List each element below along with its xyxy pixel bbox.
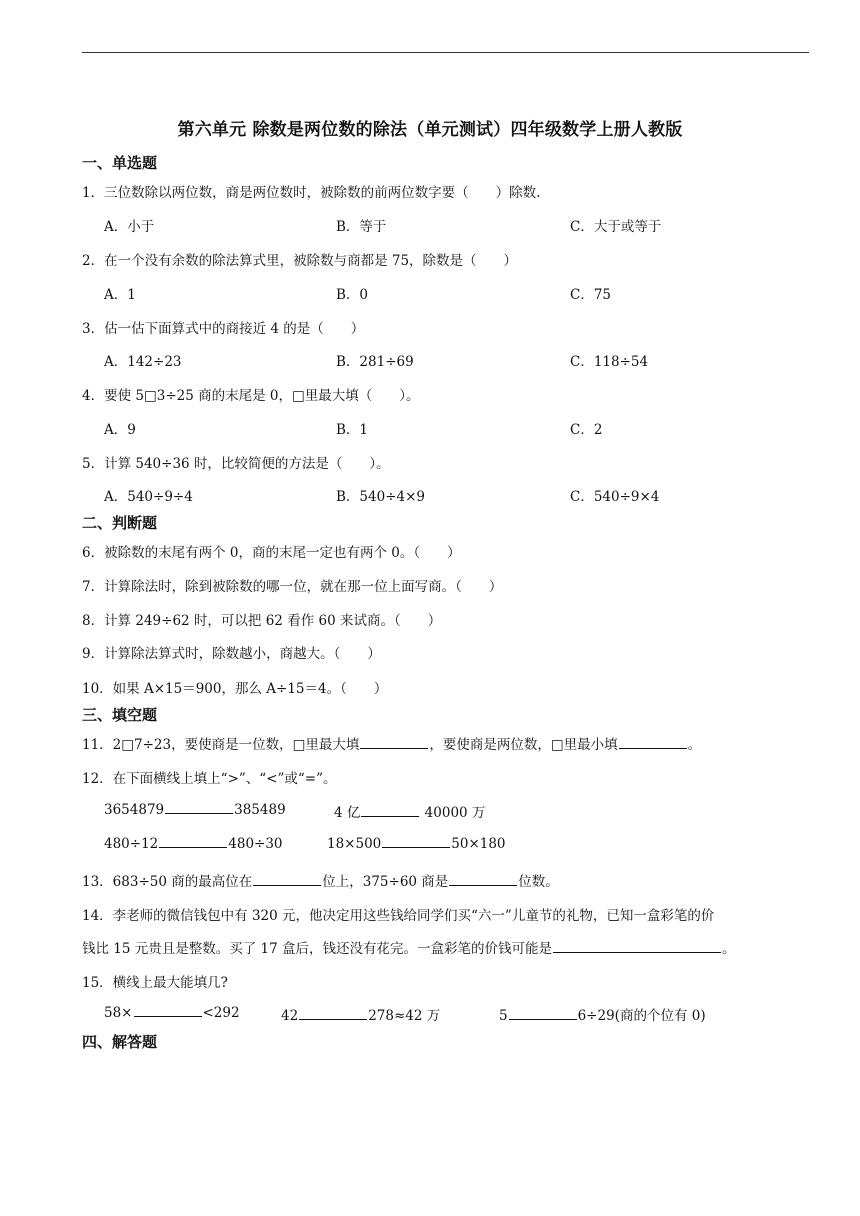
section-heading-solve: 四、解答题 <box>82 1033 158 1051</box>
answer-blank[interactable] <box>509 1007 577 1020</box>
option-4a[interactable]: A．9 <box>104 422 136 438</box>
q15-item-3 <box>499 1004 706 1024</box>
q15-right: 278≈42 万 <box>368 1008 441 1024</box>
question-15: 15．横线上最大能填几? <box>82 975 228 991</box>
option-2a[interactable]: A．1 <box>104 287 136 303</box>
option-1b[interactable]: B．等于 <box>336 219 387 235</box>
answer-blank[interactable] <box>360 736 428 749</box>
q12-right: 50×180 <box>451 836 506 852</box>
page-title: 第六单元 除数是两位数的除法（单元测试）四年级数学上册人教版 <box>177 120 683 140</box>
option-4b[interactable]: B．1 <box>336 422 369 438</box>
q15-item-1 <box>104 1004 240 1021</box>
question-4: 4．要使 5□3÷25 商的末尾是 0，□里最大填（ ）。 <box>82 388 420 404</box>
q15-item-2 <box>281 1004 440 1024</box>
q12-compare-3 <box>104 835 283 852</box>
question-7: 7．计算除法时，除到被除数的哪一位，就在那一位上面写商。（ ） <box>82 579 503 595</box>
q14-text: 钱比 15 元贵且是整数。买了 17 盒后，钱还没有花完。一盒彩笔的价钱可能是 <box>82 941 553 957</box>
option-3b[interactable]: B．281÷69 <box>336 354 414 370</box>
option-4c[interactable]: C．2 <box>570 422 603 438</box>
option-1a[interactable]: A．小于 <box>104 219 155 235</box>
q11-text-2: ，要使商是两位数，□里最小填 <box>429 737 618 753</box>
question-2: 2．在一个没有余数的除法算式里，被除数与商都是 75，除数是（ ） <box>82 253 518 269</box>
question-6: 6．被除数的末尾有两个 0，商的末尾一定也有两个 0。（ ） <box>82 545 461 561</box>
question-13 <box>82 870 559 890</box>
section-heading-fill-blank: 三、填空题 <box>82 706 158 724</box>
question-5: 5．计算 540÷36 时，比较简便的方法是（ ）。 <box>82 456 390 472</box>
q12-compare-4 <box>327 835 506 852</box>
q15-left: 42 <box>281 1008 299 1024</box>
answer-blank[interactable] <box>449 873 517 886</box>
q15-left: 5 <box>499 1008 508 1024</box>
q13-text-3: 位数。 <box>518 874 559 890</box>
q12-compare-2 <box>334 801 485 821</box>
answer-blank[interactable] <box>134 1004 202 1017</box>
question-11 <box>82 733 701 753</box>
option-3a[interactable]: A．142÷23 <box>104 354 182 370</box>
option-2b[interactable]: B．0 <box>336 287 369 303</box>
option-3c[interactable]: C．118÷54 <box>570 354 649 370</box>
q12-right: 385489 <box>234 802 286 818</box>
q11-text-1: 11．2□7÷23，要使商是一位数，□里最大填 <box>82 737 360 753</box>
q12-right: 40000 万 <box>420 805 486 821</box>
answer-blank[interactable] <box>361 804 419 817</box>
question-9: 9．计算除法算式时，除数越小，商越大。（ ） <box>82 646 381 662</box>
option-5c[interactable]: C．540÷9×4 <box>570 489 660 505</box>
q12-compare-1 <box>104 801 286 818</box>
answer-blank[interactable] <box>553 940 721 953</box>
section-heading-single-choice: 一、单选题 <box>82 154 158 172</box>
q15-right: <292 <box>202 1005 240 1021</box>
q12-left: 3654879 <box>104 802 165 818</box>
q13-text-2: 位上，375÷60 商是 <box>322 874 449 890</box>
answer-blank[interactable] <box>253 873 321 886</box>
q12-left: 4 亿 <box>334 805 361 821</box>
q15-right: 6÷29(商的个位有 0) <box>577 1008 706 1024</box>
q12-left: 480÷12 <box>104 836 159 852</box>
answer-blank[interactable] <box>165 801 233 814</box>
answer-blank[interactable] <box>619 736 687 749</box>
q14-end: 。 <box>722 941 736 957</box>
question-1: 1．三位数除以两位数，商是两位数时，被除数的前两位数字要（ ）除数. <box>82 185 541 201</box>
section-heading-true-false: 二、判断题 <box>82 514 158 532</box>
header-rule <box>82 52 809 53</box>
q12-left: 18×500 <box>327 836 382 852</box>
answer-blank[interactable] <box>382 835 450 848</box>
question-10: 10．如果 A×15＝900，那么 A÷15＝4。（ ） <box>82 681 388 697</box>
question-12: 12．在下面横线上填上“>”、“<”或“=”。 <box>82 771 337 787</box>
answer-blank[interactable] <box>159 835 227 848</box>
option-1c[interactable]: C．大于或等于 <box>570 219 662 235</box>
q12-right: 480÷30 <box>228 836 283 852</box>
q11-text-3: 。 <box>687 737 702 753</box>
question-8: 8．计算 249÷62 时，可以把 62 看作 60 来试商。（ ） <box>82 613 442 629</box>
q15-left: 58× <box>104 1005 133 1021</box>
option-2c[interactable]: C．75 <box>570 287 612 303</box>
question-3: 3．估一估下面算式中的商接近 4 的是（ ） <box>82 321 365 337</box>
question-14-line-2 <box>82 937 736 957</box>
question-14-line-1: 14．李老师的微信钱包中有 320 元，他决定用这些钱给同学们买“六一”儿童节的礼物，已知一盒彩笔的价 <box>82 908 715 924</box>
answer-blank[interactable] <box>299 1007 367 1020</box>
q13-text-1: 13．683÷50 商的最高位在 <box>82 874 253 890</box>
option-5a[interactable]: A．540÷9÷4 <box>104 489 193 505</box>
option-5b[interactable]: B．540÷4×9 <box>336 489 425 505</box>
